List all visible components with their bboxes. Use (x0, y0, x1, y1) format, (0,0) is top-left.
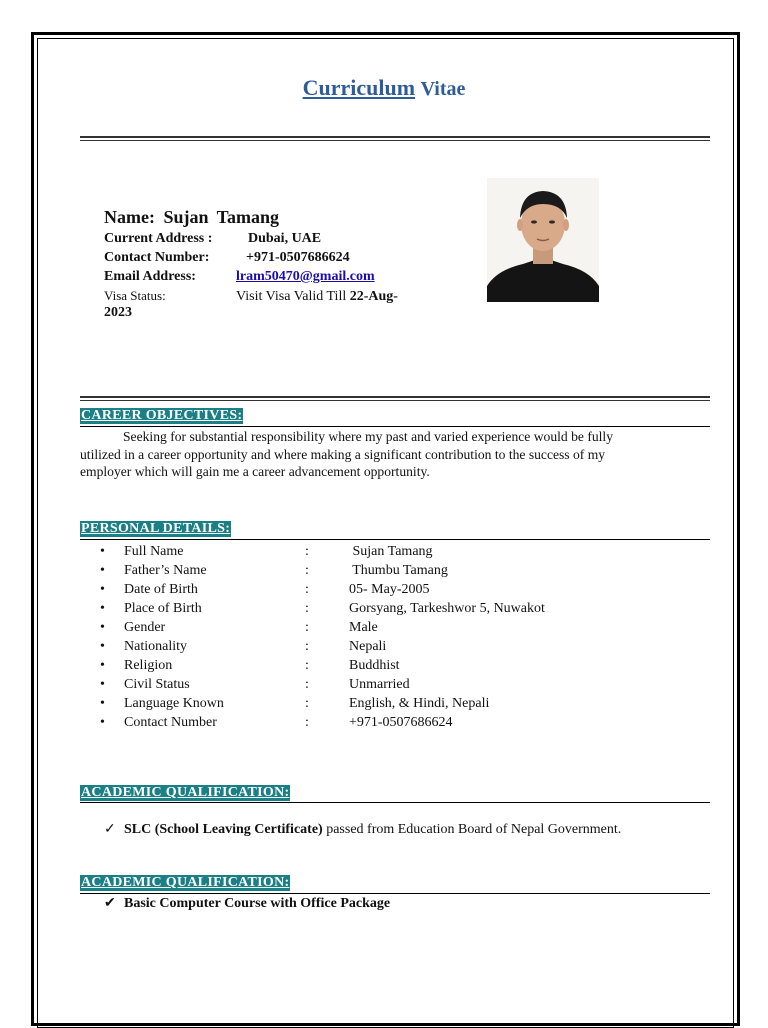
bullet-icon: • (100, 677, 105, 692)
title-word-vitae: Vitae (420, 78, 466, 100)
detail-value: Buddhist (349, 658, 400, 673)
email-row (104, 269, 375, 285)
qualification-bold: Basic Computer Course with Office Package (124, 896, 391, 911)
email-label: Email Address: (104, 269, 196, 284)
visa-year: 2023 (104, 305, 132, 320)
detail-colon: : (305, 658, 309, 673)
career-objective-text (80, 428, 680, 481)
detail-colon: : (305, 696, 309, 711)
list-item (100, 694, 545, 713)
detail-value: Unmarried (349, 677, 410, 692)
academic-qualification-heading-2: ACADEMIC QUALIFICATION: (81, 875, 290, 890)
detail-value: Gorsyang, Tarkeshwor 5, Nuwakot (349, 601, 545, 616)
address-value: Dubai, UAE (248, 231, 322, 246)
list-item (100, 580, 545, 599)
detail-colon: : (305, 715, 309, 730)
list-item (104, 821, 621, 838)
list-item (104, 895, 390, 912)
detail-value: +971-0507686624 (349, 715, 453, 730)
detail-colon: : (305, 601, 309, 616)
detail-label: Nationality (124, 639, 187, 654)
personal-details-heading: PERSONAL DETAILS: (81, 521, 231, 536)
career-underline (80, 426, 710, 427)
detail-value: Male (349, 620, 378, 635)
list-item (100, 561, 545, 580)
detail-colon: : (305, 544, 309, 559)
detail-label: Place of Birth (124, 601, 202, 616)
bullet-icon: • (100, 639, 105, 654)
bullet-icon: • (100, 563, 105, 578)
bullet-icon: • (100, 582, 105, 597)
visa-value: Visit Visa Valid Till (236, 289, 350, 304)
title-divider (80, 136, 710, 141)
personal-details-list (100, 542, 545, 732)
detail-label: Father’s Name (124, 563, 207, 578)
detail-label: Date of Birth (124, 582, 198, 597)
email-link[interactable]: lram50470@gmail.com (236, 269, 375, 284)
visa-date: 22-Aug- (349, 289, 398, 304)
list-item (100, 637, 545, 656)
detail-label: Language Known (124, 696, 224, 711)
detail-colon: : (305, 677, 309, 692)
career-objectives-heading: CAREER OBJECTIVES: (81, 408, 243, 423)
profile-photo (487, 178, 599, 302)
academic-qualification-heading: ACADEMIC QUALIFICATION: (81, 785, 290, 800)
bullet-icon: • (100, 696, 105, 711)
list-item (100, 675, 545, 694)
detail-colon: : (305, 582, 309, 597)
list-item (100, 542, 545, 561)
academic-underline-2 (80, 893, 710, 894)
document-title (0, 75, 768, 101)
contact-value: +971-0507686624 (246, 250, 350, 265)
detail-label: Full Name (124, 544, 184, 559)
list-item (100, 656, 545, 675)
academic-underline (80, 802, 710, 803)
bullet-icon: • (100, 620, 105, 635)
contact-label: Contact Number: (104, 250, 210, 265)
detail-value: 05- May-2005 (349, 582, 430, 597)
detail-label: Civil Status (124, 677, 190, 692)
detail-label: Gender (124, 620, 166, 635)
detail-value: Nepali (349, 639, 387, 654)
career-line-2: utilized in a career opportunity and where making a significant contribution to the success of my (80, 446, 606, 462)
detail-value: Thumbu Tamang (349, 563, 448, 578)
personal-underline (80, 539, 710, 540)
address-label: Current Address : (104, 231, 213, 246)
list-item (100, 618, 545, 637)
detail-label: Contact Number (124, 715, 217, 730)
detail-value: English, & Hindi, Nepali (349, 696, 490, 711)
candidate-name: Name: Sujan Tamang (104, 207, 280, 227)
check-icon: ✔ (104, 896, 116, 911)
detail-colon: : (305, 563, 309, 578)
qualification-bold: SLC (School Leaving Certificate) (124, 822, 323, 837)
bullet-icon: • (100, 715, 105, 730)
bullet-icon: • (100, 544, 105, 559)
detail-label: Religion (124, 658, 173, 673)
contact-row (104, 250, 350, 266)
detail-colon: : (305, 639, 309, 654)
career-line-1: Seeking for substantial responsibility where my past and varied experience would be fully (123, 429, 613, 444)
career-line-3: employer which will gain me a career advancement opportunity. (80, 464, 430, 479)
address-row (104, 231, 321, 247)
list-item (100, 599, 545, 618)
title-word-curriculum: Curriculum (302, 75, 416, 100)
bullet-icon: • (100, 658, 105, 673)
detail-colon: : (305, 620, 309, 635)
bullet-icon: • (100, 601, 105, 616)
visa-row (104, 288, 398, 305)
detail-value: Sujan Tamang (349, 544, 433, 559)
header-divider (80, 396, 710, 401)
check-icon: ✓ (104, 822, 116, 837)
list-item (100, 713, 545, 732)
qualification-text: passed from Education Board of Nepal Government. (322, 822, 622, 837)
visa-label: Visa Status: (104, 288, 166, 303)
